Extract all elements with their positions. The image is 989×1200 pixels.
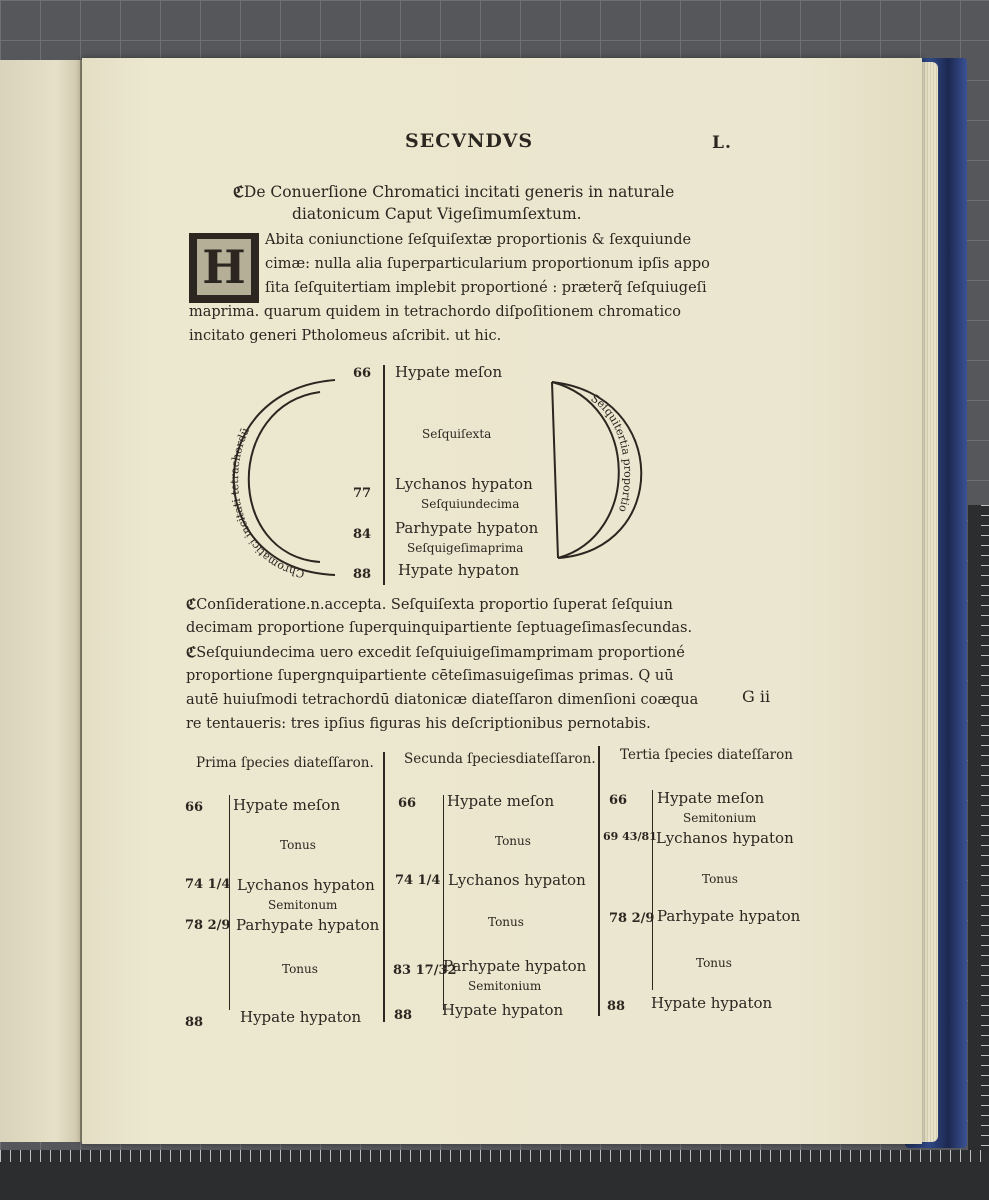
species-interval: Tonus [280, 838, 316, 852]
species-note-name: Hypate hypaton [442, 1001, 564, 1019]
consideration-line-2: decimam proportione ſuperquinquipartiente ſeptuageſimasſecundas. [186, 620, 693, 636]
figure-note-number: 84 [353, 527, 372, 542]
species-note-name: Parhypate hypaton [657, 907, 801, 925]
species-note-name: Hypate meſon [447, 792, 555, 810]
species-number: 66 [398, 796, 417, 811]
pilcrow-icon: ℭ [233, 182, 244, 201]
bottom-ruler [0, 1150, 989, 1200]
decorated-initial: H [189, 233, 259, 303]
species-number: 88 [185, 1015, 204, 1030]
figure-note-number: 88 [353, 567, 372, 582]
intro-line-2: cimæ: nulla alia ſuperparticularium proportionum ipſis appo [265, 256, 710, 272]
species-note-name: Hypate meſon [233, 796, 341, 814]
species-note-name: Lychanos hypaton [237, 876, 375, 894]
chapter-heading-line-1: ℭDe Conuerſione Chromatici incitati generis in naturale [233, 182, 675, 201]
species-interval: Tonus [488, 915, 524, 929]
species-column-divider [383, 752, 385, 1022]
species-number: 78 2/9 [185, 918, 231, 933]
right-ruler [968, 505, 989, 1150]
species-title: Tertia ſpecies diateſſaron [620, 747, 793, 763]
species-number: 69 43/81 [603, 830, 657, 843]
consideration-line-6: re tentaueris: tres ipſius figuras his deſcriptionibus pernotabis. [186, 716, 651, 732]
species-interval: Tonus [696, 956, 732, 970]
signature-mark: G ii [742, 687, 771, 706]
left-page [0, 60, 82, 1142]
species-number: 88 [607, 999, 626, 1014]
intro-line-1: Abita coniunctione ſeſquiſextæ proportionis & ſexquiunde [265, 232, 692, 248]
species-interval: Semitonum [268, 898, 338, 912]
folio-number: L. [712, 133, 732, 153]
species-note-name: Parhypate hypaton [236, 916, 380, 934]
species-number: 78 2/9 [609, 911, 655, 926]
species-column-divider [598, 746, 600, 1016]
species-number: 88 [394, 1008, 413, 1023]
species-staff-line [652, 790, 653, 990]
species-staff-line [229, 795, 230, 1010]
right-arc-label: Seſquitertia proportio [588, 391, 635, 514]
figure-note-name: Lychanos hypaton [395, 475, 533, 493]
intro-line-5: incitato generi Ptholomeus aſcribit. ut hic. [189, 328, 502, 344]
species-note-name: Hypate hypaton [651, 994, 773, 1012]
species-note-name: Lychanos hypaton [656, 829, 794, 847]
species-interval: Tonus [495, 834, 531, 848]
consideration-line-1: ℭConſideratione.n.accepta. Seſquiſexta proportio ſuperat ſeſquiun [186, 596, 673, 613]
consideration-line-3: ℭSeſquiundecima uero excedit ſeſquiuigeſimamprimam proportioné [186, 644, 685, 661]
consideration-line-5: autē huiuſmodi tetrachordū diatonicæ diateſſaron dimenſioni coæqua [186, 692, 699, 708]
species-note-name: Hypate meſon [657, 789, 765, 807]
pilcrow-icon: ℭ [186, 596, 197, 613]
species-number: 66 [609, 793, 628, 808]
figure-ratio: Seſquiundecima [421, 497, 520, 511]
running-title: SECVNDVS [405, 130, 534, 152]
chapter-heading-line-2: diatonicum Caput Vigeſimumſextum. [292, 205, 582, 223]
left-arc-label: Chromatici incitati tetrachordū [228, 425, 306, 580]
species-interval: Tonus [702, 872, 738, 886]
pilcrow-icon: ℭ [186, 644, 197, 661]
figure-note-name: Hypate meſon [395, 363, 503, 381]
species-note-name: Lychanos hypaton [448, 871, 586, 889]
figure-note-number: 66 [353, 366, 372, 381]
intro-line-4: maprima. quarum quidem in tetrachordo diſpoſitionem chromatico [189, 304, 681, 320]
figure-note-name: Parhypate hypaton [395, 519, 539, 537]
figure-note-number: 77 [353, 486, 372, 501]
figure-ratio: Seſquigeſimaprima [407, 541, 524, 555]
consideration-line-4: proportione ſupergnquipartiente cēteſimasuigeſimas primas. Q uū [186, 668, 674, 684]
species-number: 74 1/4 [185, 877, 231, 892]
species-number: 66 [185, 800, 204, 815]
species-interval: Semitonium [468, 979, 542, 993]
species-title: Prima ſpecies diateſſaron. [196, 755, 374, 771]
species-interval: Tonus [282, 962, 318, 976]
figure-note-name: Hypate hypaton [398, 561, 520, 579]
figure-ratio: Seſquiſexta [422, 427, 492, 441]
species-note-name: Parhypate hypaton [443, 957, 587, 975]
intro-line-3: ſita ſeſquitertiam implebit proportioné : præterq̃ ſeſquiugeſi [265, 280, 707, 296]
species-title: Secunda ſpeciesdiateſſaron. [404, 751, 596, 767]
species-note-name: Hypate hypaton [240, 1008, 362, 1026]
figure-divider-line [383, 365, 385, 585]
species-number: 83 17/32 [393, 963, 457, 978]
species-interval: Semitonium [683, 811, 757, 825]
species-number: 74 1/4 [395, 873, 441, 888]
